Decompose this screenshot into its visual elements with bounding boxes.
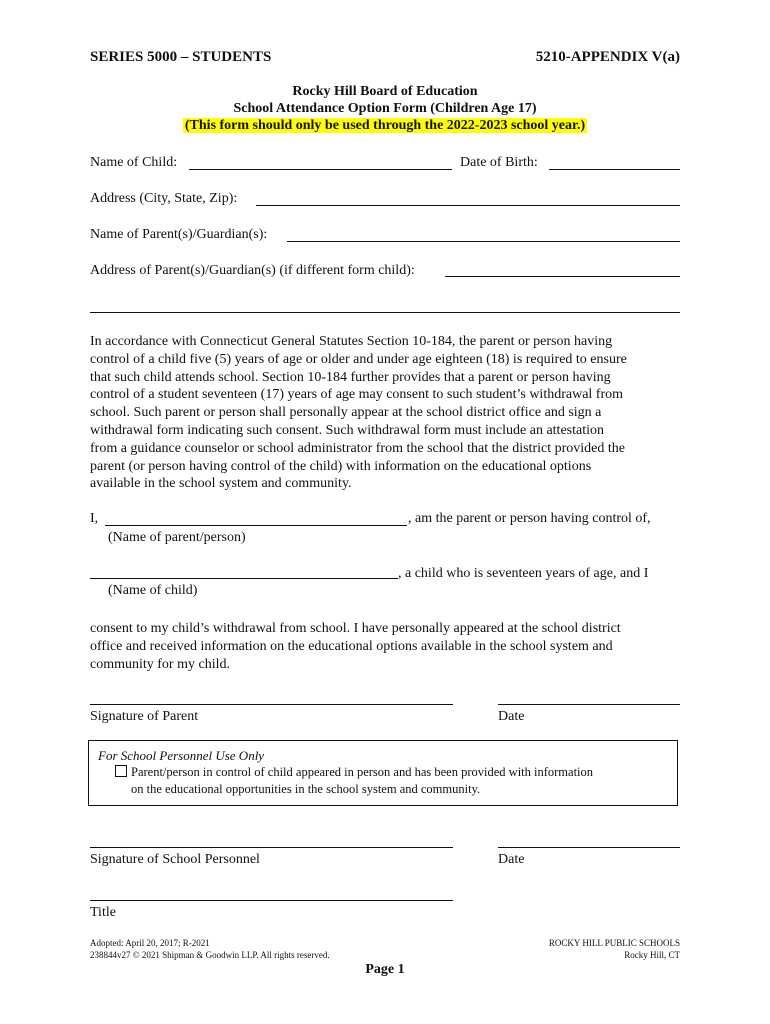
statute-line: withdrawal form indicating such consent. Such withdrawal form must include an attestation — [90, 422, 604, 438]
address-label: Address (City, State, Zip): — [90, 191, 238, 206]
usage-notice-wrap — [0, 118, 770, 134]
personnel-signature-field[interactable] — [90, 847, 453, 848]
usage-notice: (This form should only be used through the 2022-2023 school year.) — [184, 118, 586, 133]
form-title: School Attendance Option Form (Children Age 17) — [233, 101, 537, 116]
statute-line: control of a student seventeen (17) years of age may consent to such student’s withdrawal from — [90, 387, 624, 403]
school-use-box — [88, 740, 678, 806]
parent-name-caption: (Name of parent/person) — [108, 530, 246, 545]
school-use-text — [131, 764, 671, 798]
district-location: Rocky Hill, CT — [624, 950, 680, 960]
statute-line: parent (or person having control of the child) with information on the educational options — [90, 458, 592, 474]
personnel-signature-label: Signature of School Personnel — [90, 852, 260, 867]
statute-line: In accordance with Connecticut General Statutes Section 10-184, the parent or person having — [90, 334, 613, 349]
personnel-date-label: Date — [498, 852, 525, 867]
title-label: Title — [90, 905, 116, 920]
child-name-caption: (Name of child) — [108, 583, 198, 598]
page-number: Page 1 — [365, 962, 405, 977]
statute-line: school. Such parent or person shall personally appear at the school district office and sign a — [90, 405, 602, 421]
consent-i-prefix: I, — [90, 511, 99, 526]
parent-address-field[interactable] — [445, 276, 680, 277]
consent-line: community for my child. — [90, 656, 230, 672]
date-of-birth-field[interactable] — [549, 169, 680, 170]
address-field[interactable] — [256, 205, 680, 206]
statute-line: that such child attends school. Section 10-184 further provides that a parent or person having — [90, 369, 611, 385]
school-use-heading: For School Personnel Use Only — [98, 748, 265, 763]
footer-left — [90, 937, 330, 961]
series-heading: SERIES 5000 – STUDENTS — [90, 49, 272, 65]
parent-signature-field[interactable] — [90, 704, 453, 705]
statute-line: available in the school system and community. — [90, 476, 352, 492]
parent-date-field[interactable] — [498, 704, 680, 705]
statute-line: from a guidance counselor or school administrator from the school that the district provided the — [90, 440, 625, 456]
title-field[interactable] — [90, 900, 453, 901]
consent-i-suffix: , am the parent or person having control of, — [408, 511, 651, 526]
footer-right — [549, 937, 680, 961]
date-of-birth-label: Date of Birth: — [460, 155, 538, 170]
district-name: ROCKY HILL PUBLIC SCHOOLS — [548, 938, 680, 948]
parent-address-field-line2[interactable] — [90, 312, 680, 313]
name-of-child-label: Name of Child: — [90, 155, 178, 170]
parent-names-field[interactable] — [287, 241, 680, 242]
parent-address-label: Address of Parent(s)/Guardian(s) (if different form child): — [90, 263, 415, 278]
appendix-heading: 5210-APPENDIX V(a) — [535, 49, 680, 65]
name-of-child-field[interactable] — [189, 169, 452, 170]
adopted-date: Adopted: April 20, 2017; R-2021 — [90, 938, 210, 948]
consent-paragraph — [90, 620, 680, 673]
attestation-line1: Parent/person in control of child appeared in person and has been provided with information — [131, 765, 594, 779]
statute-line: control of a child five (5) years of age or older and under age eighteen (18) is required to ensure — [90, 351, 627, 367]
attestation-checkbox[interactable] — [115, 765, 127, 777]
org-title: Rocky Hill Board of Education — [292, 84, 478, 99]
consent-child-suffix: , a child who is seventeen years of age, and I — [398, 566, 649, 581]
child-name-field[interactable] — [90, 578, 398, 579]
statute-paragraph — [90, 333, 680, 493]
attestation-line2: on the educational opportunities in the school system and community. — [131, 782, 481, 796]
parent-signature-label: Signature of Parent — [90, 709, 199, 724]
personnel-date-field[interactable] — [498, 847, 680, 848]
parent-name-field[interactable] — [105, 525, 407, 526]
parent-date-label: Date — [498, 709, 525, 724]
consent-line: office and received information on the educational options available in the school system and — [90, 638, 613, 654]
parent-names-label: Name of Parent(s)/Guardian(s): — [90, 227, 268, 242]
copyright-line: 238844v27 © 2021 Shipman & Goodwin LLP. All rights reserved. — [90, 950, 330, 960]
consent-line: consent to my child’s withdrawal from school. I have personally appeared at the school district — [90, 621, 621, 636]
